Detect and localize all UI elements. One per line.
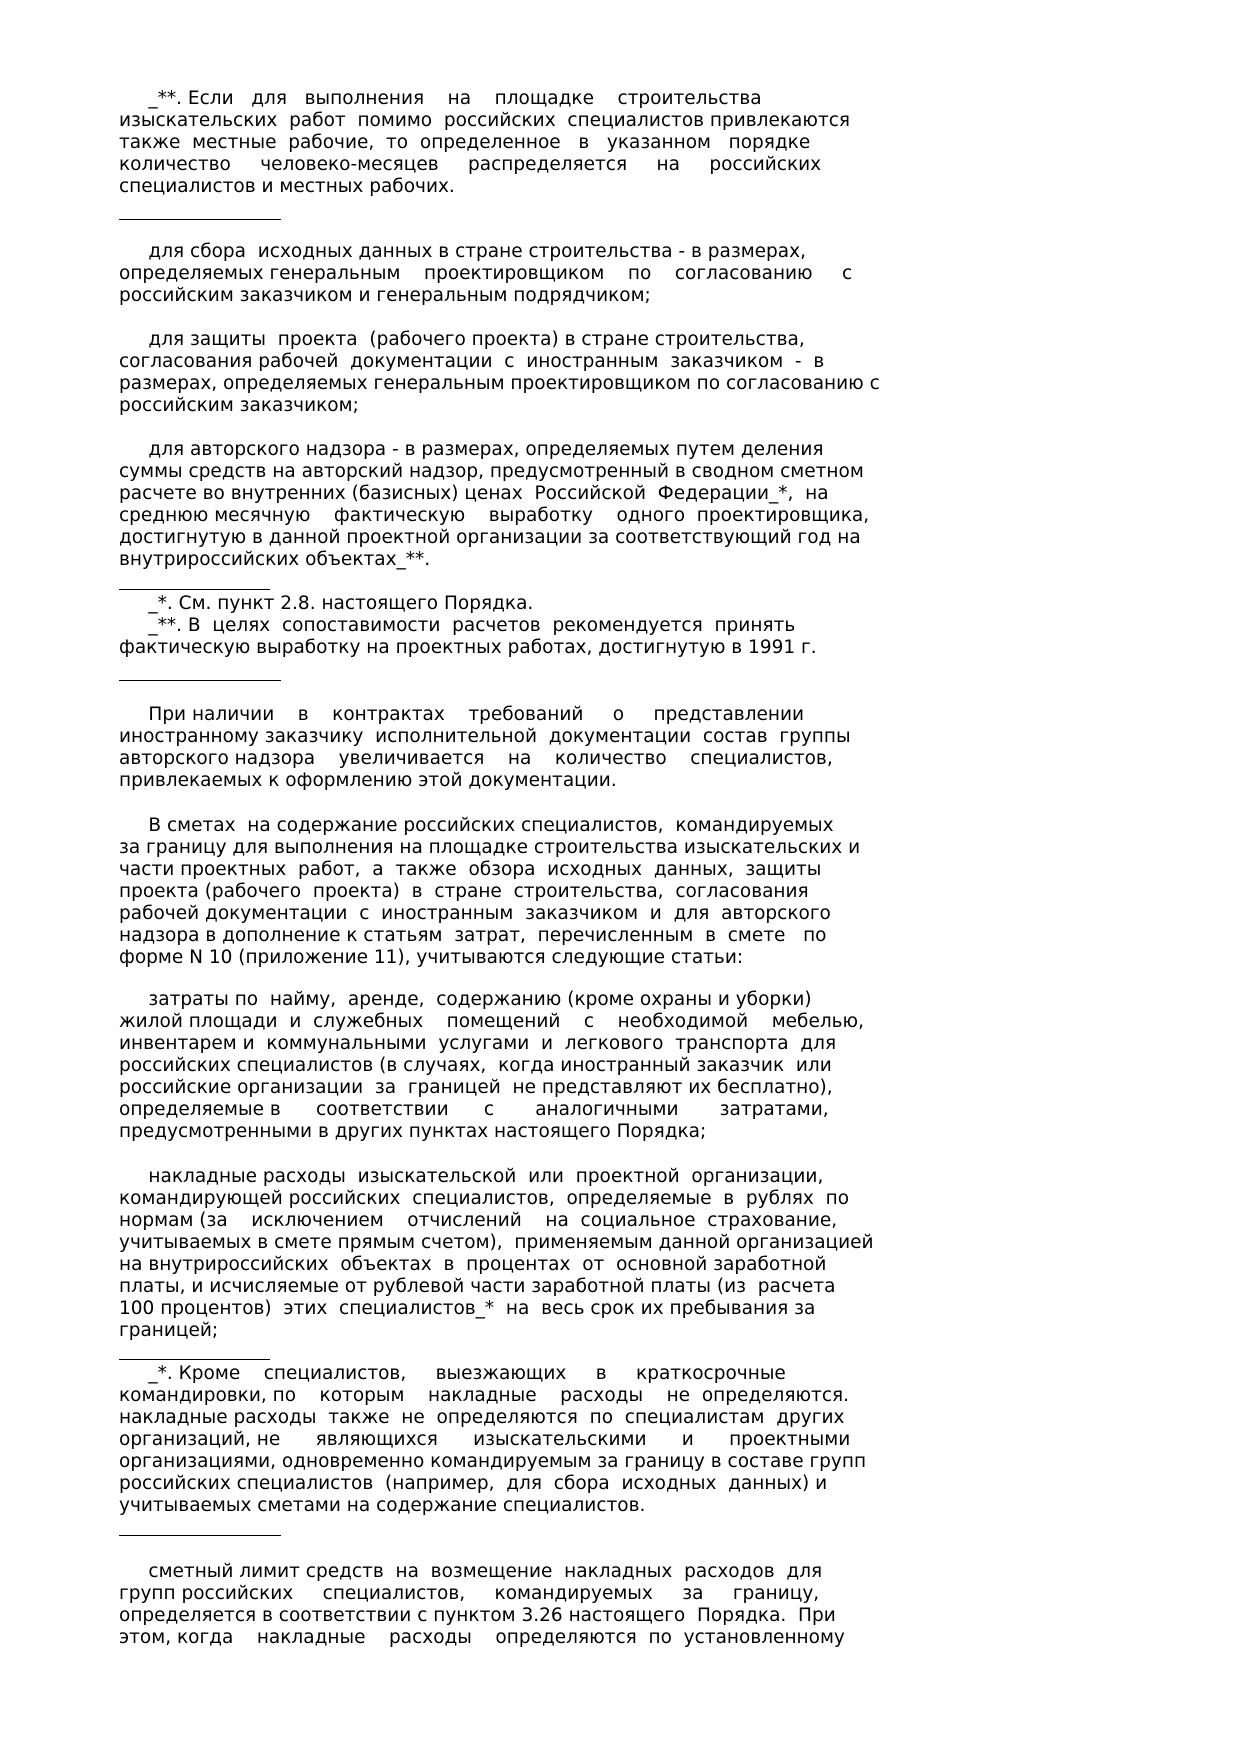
footnote-line: также местные рабочие, то определенное в указанном порядке xyxy=(119,132,811,153)
footnote-line: изыскательских работ помимо российских специалистов привлекаются xyxy=(119,110,851,131)
paragraph-line: авторского надзора увеличивается на количество специалистов, xyxy=(119,748,833,769)
footnote-line: количество человеко-месяцев распределяется на российских xyxy=(119,154,822,175)
paragraph-line: среднюю месячную фактическую выработку одного проектировщика, xyxy=(119,505,870,526)
footnote-separator xyxy=(119,589,270,590)
paragraph-line: 100 процентов) этих специалистов_* на весь срок их пребывания за xyxy=(119,1298,816,1319)
paragraph-line: рабочей документации с иностранным заказчиком и для авторского xyxy=(119,903,831,924)
paragraph-line: инвентарем и коммунальными услугами и легкового транспорта для xyxy=(119,1033,837,1054)
footnote-line: специалистов и местных рабочих. xyxy=(119,176,455,197)
paragraph-line: нормам (за исключением отчислений на социальное страхование, xyxy=(119,1210,838,1231)
paragraph-line: для авторского надзора - в размерах, определяемых путем деления xyxy=(119,439,824,460)
paragraph-line: размерах, определяемых генеральным проектировщиком по согласованию с xyxy=(119,373,880,394)
paragraph-line: жилой площади и служебных помещений с необходимой мебелью, xyxy=(119,1011,865,1032)
paragraph-line: При наличии в контрактах требований о представлении xyxy=(119,704,805,725)
paragraph-line: для защиты проекта (рабочего проекта) в стране строительства, xyxy=(119,329,805,350)
paragraph-line: групп российских специалистов, командируемых за границу, xyxy=(119,1583,820,1604)
paragraph-line: части проектных работ, а также обзора исходных данных, защиты xyxy=(119,859,822,880)
paragraph-line: сметный лимит средств на возмещение накладных расходов для xyxy=(119,1561,823,1582)
paragraph-line: платы, и исчисляемые от рублевой части заработной платы (из расчета xyxy=(119,1276,836,1297)
footnote-line: _*. См. пункт 2.8. настоящего Порядка. xyxy=(119,593,534,614)
footnote-line: учитываемых сметами на содержание специалистов. xyxy=(119,1495,646,1516)
paragraph-line: накладные расходы изыскательской или проектной организации, xyxy=(119,1166,824,1187)
paragraph-line: российским заказчиком и генеральным подрядчиком; xyxy=(119,285,651,306)
paragraph-line: определяется в соответствии с пунктом 3.26 настоящего Порядка. При xyxy=(119,1605,836,1626)
footnote-line: _**. Если для выполнения на площадке строительства xyxy=(119,88,762,109)
footnote-line: российских специалистов (например, для сбора исходных данных) и xyxy=(119,1473,828,1494)
footnote-separator xyxy=(119,1359,270,1360)
paragraph-line: границей; xyxy=(119,1320,219,1341)
paragraph-line: проекта (рабочего проекта) в стране строительства, согласования xyxy=(119,881,809,902)
paragraph-line: надзора в дополнение к статьям затрат, перечисленным в смете по xyxy=(119,925,827,946)
paragraph-line: достигнутую в данной проектной организации за соответствующий год на xyxy=(119,527,861,548)
paragraph-line: для сбора исходных данных в стране строительства - в размерах, xyxy=(119,241,806,262)
paragraph-line: расчете во внутренних (базисных) ценах Российской Федерации_*, на xyxy=(119,483,829,504)
footnote-line: организаций, не являющихся изыскательскими и проектными xyxy=(119,1429,851,1450)
paragraph-line: учитываемых в смете прямым счетом), применяемым данной организацией xyxy=(119,1232,874,1253)
paragraph-line: иностранному заказчику исполнительной документации состав группы xyxy=(119,726,851,747)
paragraph-line: определяемых генеральным проектировщиком по согласованию с xyxy=(119,263,853,284)
paragraph-line: В сметах на содержание российских специалистов, командируемых xyxy=(119,815,834,836)
paragraph-line: этом, когда накладные расходы определяются по установленному xyxy=(119,1627,845,1648)
paragraph-line: предусмотренными в других пунктах настоящего Порядка; xyxy=(119,1121,707,1142)
paragraph-line: на внутрироссийских объектах в процентах от основной заработной xyxy=(119,1254,827,1275)
paragraph-line: за границу для выполнения на площадке строительства изыскательских и xyxy=(119,837,861,858)
paragraph-line: российских специалистов (в случаях, когда иностранный заказчик или xyxy=(119,1055,832,1076)
footnote-line: _*. Кроме специалистов, выезжающих в краткосрочные xyxy=(119,1363,786,1384)
footnote-separator xyxy=(119,680,281,681)
footnote-line: командировки, по которым накладные расходы не определяются. xyxy=(119,1385,850,1406)
paragraph-line: привлекаемых к оформлению этой документации. xyxy=(119,770,617,791)
paragraph-line: затраты по найму, аренде, содержанию (кроме охраны и уборки) xyxy=(119,989,812,1010)
paragraph-line: определяемые в соответствии с аналогичными затратами, xyxy=(119,1099,829,1120)
footnote-separator xyxy=(119,219,281,220)
footnote-separator xyxy=(119,1535,281,1536)
paragraph-line: внутрироссийских объектах_**. xyxy=(119,549,431,570)
paragraph-line: российским заказчиком; xyxy=(119,395,359,416)
paragraph-line: форме N 10 (приложение 11), учитываются следующие статьи: xyxy=(119,947,744,968)
paragraph-line: командирующей российских специалистов, определяемые в рублях по xyxy=(119,1188,850,1209)
paragraph-line: согласования рабочей документации с иностранным заказчиком - в xyxy=(119,351,825,372)
footnote-line: фактическую выработку на проектных работах, достигнутую в 1991 г. xyxy=(119,637,817,658)
paragraph-line: российские организации за границей не представляют их бесплатно), xyxy=(119,1077,833,1098)
footnote-line: организациями, одновременно командируемым за границу в составе групп xyxy=(119,1451,867,1472)
footnote-line: _**. В целях сопоставимости расчетов рекомендуется принять xyxy=(119,615,796,636)
paragraph-line: суммы средств на авторский надзор, предусмотренный в сводном сметном xyxy=(119,461,864,482)
footnote-line: накладные расходы также не определяются по специалистам других xyxy=(119,1407,845,1428)
